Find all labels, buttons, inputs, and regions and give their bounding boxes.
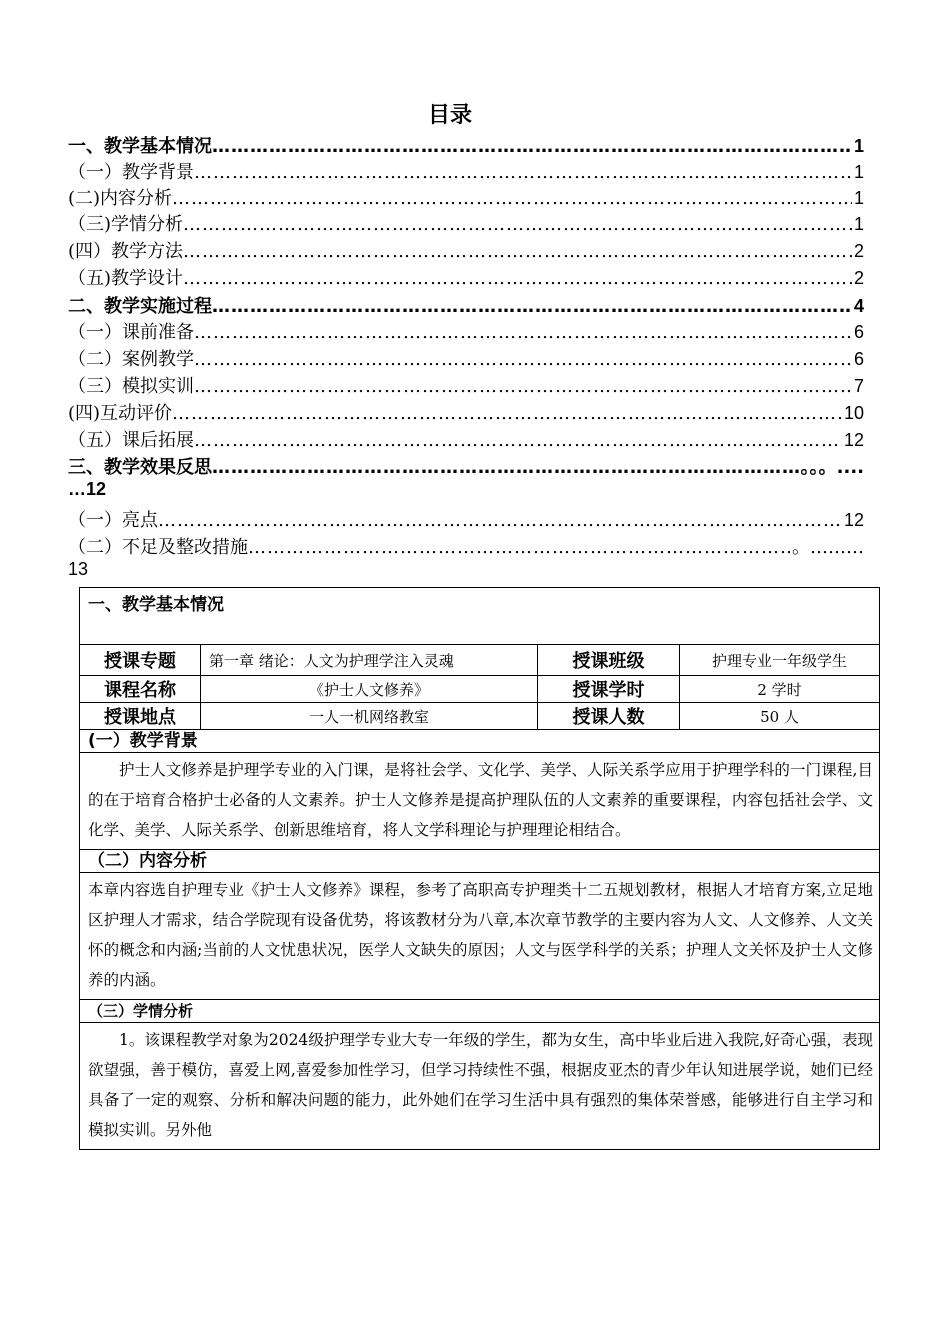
toc-entry[interactable] [68,184,864,210]
toc-page-number: 6 [853,322,864,342]
toc-entry[interactable] [68,372,864,398]
place-value: 一人一机网络教室 [201,703,538,730]
toc-page-number: 10 [843,403,864,423]
course-name-value: 《护士人文修养》 [201,676,538,703]
background-paragraph: 护士人文修养是护理学专业的入门课，是将社会学、文化学、美学、人际关系学应用于护理学科的一门课程,目的在于培育合格护士必备的人文素养。护士人文修养是提高护理队伍的人文素养的重要课程，内容包括社会学、文化学、美学、人际关系学、创新思维培育，将人文学科理论与护理理论相结合。 [80,753,880,850]
student-count-label: 授课人数 [538,703,680,730]
topic-value: 第一章 绪论：人文为护理学注入灵魂 [201,645,538,676]
student-count-value: 50 人 [680,703,880,730]
toc-leader-dots [194,349,852,370]
toc-entry[interactable] [68,158,864,184]
toc-leader-dots [183,214,852,235]
toc-entry-label: （五）课后拓展 [68,430,194,451]
toc-leader-dots [172,188,852,209]
toc-entry-suffix: 。。。.... [800,457,864,478]
toc-leader-dots [194,162,852,183]
toc-entry-label: （一）课前准备 [68,322,194,343]
toc-entry-label: （一）亮点 [68,510,158,531]
toc-entry-label: （二）案例教学 [68,349,194,370]
toc-entry-label: （五)教学设计 [68,268,184,289]
hours-value: 2 学时 [680,676,880,703]
section-heading-student-analysis: （三）学情分析 [80,1000,880,1023]
toc-page-number: 12 [843,510,864,530]
toc-entry[interactable] [68,453,864,479]
toc-entry-label: (四)互动评价 [68,403,173,424]
toc-entry-label: （二）不足及整改措施 [68,537,248,558]
toc-entry-label: 三、教学效果反思 [68,457,212,478]
toc-page-number: 7 [853,376,864,396]
toc-leader-dots [158,510,842,531]
class-label: 授课班级 [538,645,680,676]
hours-label: 授课学时 [538,676,680,703]
toc-leader-dots [194,430,842,451]
toc-leader-dots [183,268,852,289]
toc-page-number: …12 [68,479,107,499]
toc-entry[interactable] [68,345,864,371]
toc-leader-dots [248,537,792,558]
toc-entry-label: 二、教学实施过程 [68,296,212,317]
section-heading-basic-info: 一、教学基本情况 [80,588,880,645]
toc-entry[interactable] [68,318,864,344]
toc-page-number: 1 [853,136,864,156]
toc-page-number: 1 [853,188,864,208]
toc-entry[interactable] [68,210,864,236]
toc-entry-label: （三）模拟实训 [68,376,194,397]
toc-entry-suffix: 。……… [792,537,864,558]
student-analysis-paragraph: 1。该课程教学对象为2024级护理学专业大专一年级的学生，都为女生，高中毕业后进入我院,好奇心强，表现欲望强，善于模仿，喜爱上网,喜爱参加性学习，但学习持续性不强，根据皮亚杰的青少年认知进展学说，她们已经具备了一定的观察、分析和解决问题的能力，此外她们在学习生活中具有强烈的集体荣誉感，能够进行自主学习和模拟实训。另外他 [88,1031,873,1139]
place-label: 授课地点 [80,703,201,730]
class-value: 护理专业一年级学生 [680,645,880,676]
toc-page-number: 1 [853,162,864,182]
toc-page-number: 12 [843,430,864,450]
toc-entry[interactable] [68,132,864,158]
toc-leader-dots [183,241,852,262]
toc-entry-label: 一、教学基本情况 [68,136,212,157]
toc-title: 目录 [427,103,472,128]
toc-leader-dots [212,296,852,317]
toc-page-number: 4 [853,296,864,316]
section-heading-content-analysis: （二）内容分析 [80,850,880,873]
toc-entry-label: (四）教学方法 [68,241,184,262]
toc-entry[interactable] [68,237,864,263]
section-heading-background: (一）教学背景 [80,730,880,753]
toc-entry-label: （三)学情分析 [68,214,184,235]
toc-entry[interactable] [68,399,864,425]
toc-page-number: 2 [853,268,864,288]
toc-entry[interactable] [68,533,864,559]
course-name-label: 课程名称 [80,676,201,703]
toc-page-number: 2 [853,241,864,261]
content-analysis-paragraph: 本章内容选自护理专业《护士人文修养》课程，参考了高职高专护理类十二五规划教材，根据人才培育方案,立足地区护理人才需求，结合学院现有设备优势，将该教材分为八章,本次章节教学的主要内容为人文、人文修养、人文关怀的概念和内涵;当前的人文忧患状况，医学人文缺失的原因；人文与医学科学的关系；护理人文关怀及护士人文修养的内涵。 [80,873,880,1000]
toc-leader-dots [172,403,842,424]
toc-leader-dots [212,457,801,478]
toc-entry-label: (二)内容分析 [68,188,173,209]
toc-page-number: 1 [853,214,864,234]
toc-leader-dots [212,136,852,157]
teaching-info-table [79,587,880,1150]
toc-leader-dots [194,322,852,343]
toc-entry[interactable] [68,506,864,532]
toc-entry[interactable] [68,292,864,318]
toc-page-number: 13 [68,559,89,579]
toc-entry[interactable] [68,426,864,452]
toc-page-number: 6 [853,349,864,369]
toc-leader-dots [194,376,852,397]
toc-entry-label: （一）教学背景 [68,162,194,183]
student-analysis-cell [80,1023,880,1150]
toc-entry[interactable] [68,264,864,290]
topic-label: 授课专题 [80,645,201,676]
